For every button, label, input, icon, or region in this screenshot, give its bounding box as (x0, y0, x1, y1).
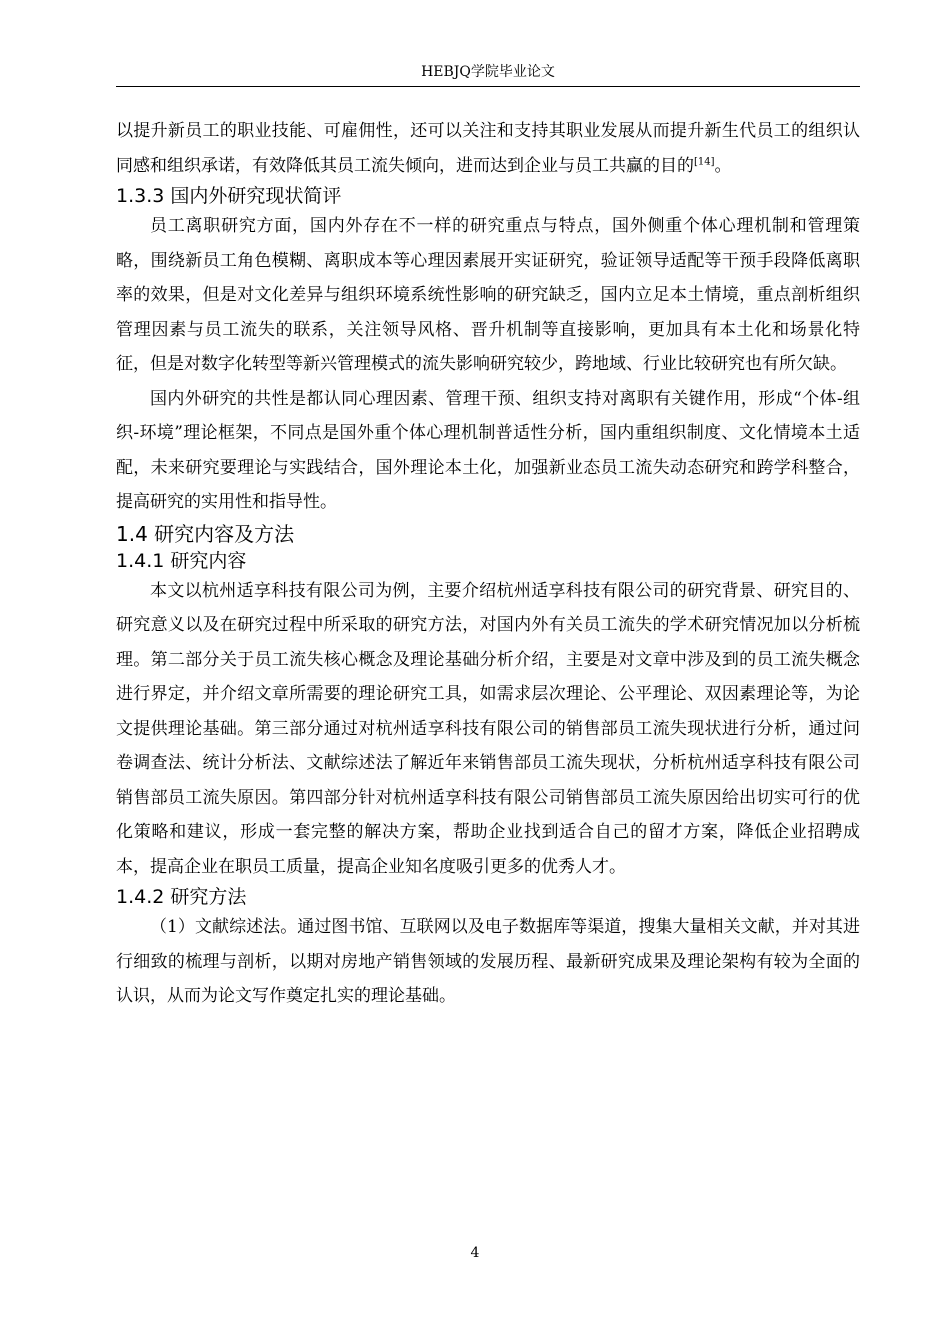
paragraph-text: 以提升新员工的职业技能、可雇佣性，还可以关注和支持其职业发展从而提升新生代员工的组织认同感和组织承诺，有效降低其员工流失倾向，进而达到企业与员工共赢的目的 (116, 121, 860, 176)
heading-1-4: 1.4 研究内容及方法 (116, 521, 295, 546)
header-title: HEBJQ学院毕业论文 (421, 64, 555, 80)
paragraph-end-punct: 。 (714, 155, 732, 176)
heading-1-3-3: 1.3.3 国内外研究现状简评 (116, 185, 342, 207)
page-number: 4 (470, 1245, 480, 1261)
heading-1-4-2: 1.4.2 研究方法 (116, 886, 247, 908)
paragraph-research-content: 本文以杭州适享科技有限公司为例，主要介绍杭州适享科技有限公司的研究背景、研究目的、研究意义以及在研究过程中所采取的研究方法，对国内外有关员工流失的学术研究情况加以分析梳理。第二部分关于员工流失核心概念及理论基础分析介绍，主要是对文章中涉及到的员工流失概念进行界定，并介绍文章所需要的理论研究工具，如需求层次理论、公平理论、双因素理论等，为论文提供理论基础。第三部分通过对杭州适享科技有限公司的销售部员工流失现状进行分析，通过问卷调查法、统计分析法、文献综述法了解近年来销售部员工流失现状，分析杭州适享科技有限公司销售部员工流失原因。第四部分针对杭州适享科技有限公司销售部员工流失原因给出切实可行的优化策略和建议，形成一套完整的解决方案，帮助企业找到适合自己的留才方案，降低企业招聘成本，提高企业在职员工质量，提高企业知名度吸引更多的优秀人才。 (116, 580, 860, 877)
paragraph-continuation (116, 114, 860, 183)
paragraph-literature-method: （1）文献综述法。通过图书馆、互联网以及电子数据库等渠道，搜集大量相关文献，并对其进行细致的梳理与剖析，以期对房地产销售领域的发展历程、最新研究成果及理论架构有较为全面的认识，从而为论文写作奠定扎实的理论基础。 (116, 917, 860, 1006)
running-header (116, 62, 860, 87)
paragraph-review-b: 国内外研究的共性是都认同心理因素、管理干预、组织支持对离职有关键作用，形成“个体-组织-环境”理论框架，不同点是国外重个体心理机制普适性分析，国内重组织制度、文化情境本土适配，未来研究要理论与实践结合，国外理论本土化，加强新业态员工流失动态研究和跨学科整合，提高研究的实用性和指导性。 (116, 388, 860, 512)
heading-1-4-1: 1.4.1 研究内容 (116, 549, 247, 572)
citation-ref: [14] (694, 155, 715, 167)
paragraph-review-a: 员工离职研究方面，国内外存在不一样的研究重点与特点，国外侧重个体心理机制和管理策略，围绕新员工角色模糊、离职成本等心理因素展开实证研究，验证领导适配等干预手段降低离职率的效果，但是对文化差异与组织环境系统性影响的研究缺乏，国内立足本土情境，重点剖析组织管理因素与员工流失的联系，关注领导风格、晋升机制等直接影响，更加具有本土化和场景化特征，但是对数字化转型等新兴管理模式的流失影响研究较少，跨地域、行业比较研究也有所欠缺。 (116, 216, 860, 374)
page-content (116, 114, 860, 1014)
